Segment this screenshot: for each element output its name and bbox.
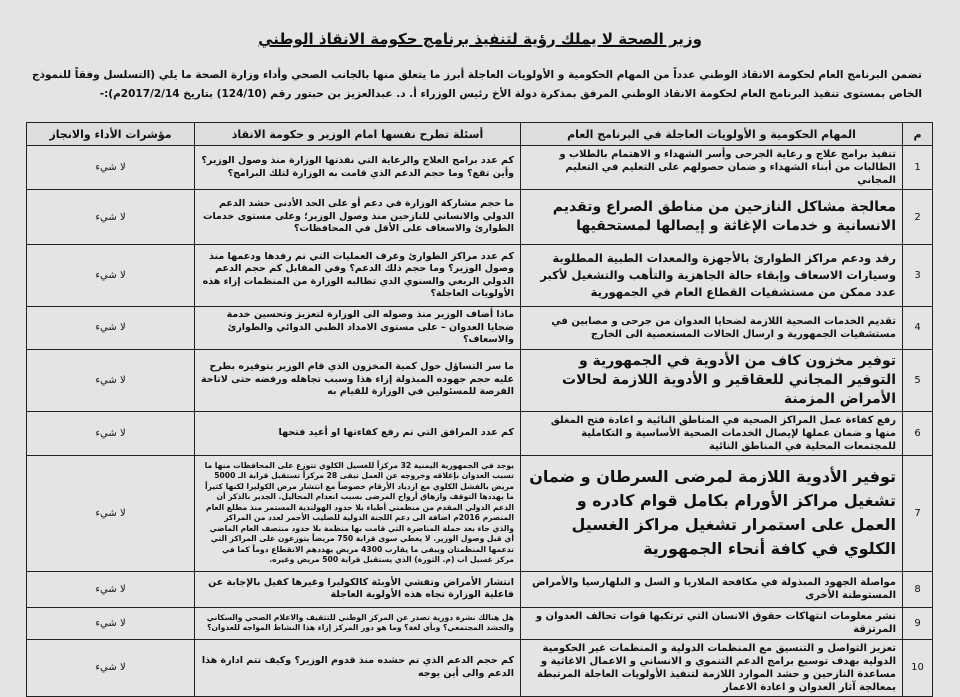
question-cell: ماذا أضاف الوزير منذ وصوله الى الوزارة لتعزيز وتحسين خدمة ضحايا العدوان – على مستوى الامداد الطبي الدوائي والطوارئ والاسعاف؟	[195, 307, 521, 350]
task-cell: نشر معلومات انتهاكات حقوق الانسان التي ترتكبها قوات تحالف العدوان و المرتزقة	[521, 607, 903, 639]
document-title	[0, 30, 960, 48]
row-number: 3	[903, 245, 933, 307]
indicator-cell: لا شيء	[27, 190, 195, 245]
task-cell: رفد ودعم مراكز الطوارئ بالأجهزة والمعدات الطبية المطلوبة وسيارات الاسعاف وإبقاء حالة الجاهزية والتأهب والتشغيل لأكبر عدد ممكن من مستشفيات القطاع العام في الجمهورية	[521, 245, 903, 307]
row-number: 10	[903, 639, 933, 696]
task-cell: تنفيذ برامج علاج و رعاية الجرحى وأسر الشهداء و الاهتمام بالطلاب و الطالبات من أبناء الشهداء و ضمان حصولهم على التعليم في التعليم المجاني	[521, 146, 903, 190]
question-cell: كم عدد برامج العلاج والرعاية التي نفذتها الوزارة منذ وصول الوزير؟ وأين تقع؟ وما حجم الدعم الذي قامت به الوزارة لتلك البرامج؟	[195, 146, 521, 190]
table-row	[27, 455, 933, 571]
indicator-cell: لا شيء	[27, 411, 195, 455]
table-row	[27, 146, 933, 190]
row-number: 8	[903, 571, 933, 607]
task-cell: تعزيز التواصل و التنسيق مع المنظمات الدولية و المنظمات غير الحكومية الدولية بهدف توسيع برامج الدعم التنموي و الانساني و الاعمال الاغاثية و مساعدة النازحين و حشد الموارد اللازمة لتنفيذ الأولويات العاجلة المرتبطة بمعالجة آثار العدوان و اعادة الاعمار	[521, 639, 903, 696]
row-number: 1	[903, 146, 933, 190]
task-cell: توفير مخزون كاف من الأدوية في الجمهورية و التوفير المجاني للعقاقير و الأدوية اللازمة لحالات الأمراض المزمنة	[521, 349, 903, 411]
header-questions: أسئلة تطرح نفسها امام الوزير و حكومة الانقاذ	[195, 123, 521, 146]
header-num: م	[903, 123, 933, 146]
task-cell: معالجة مشاكل النازحين من مناطق الصراع وتقديم الانسانية و خدمات الإغاثة و إيصالها لمستحقيها	[521, 190, 903, 245]
table-row	[27, 411, 933, 455]
table-row	[27, 571, 933, 607]
indicator-cell: لا شيء	[27, 245, 195, 307]
task-cell: تقديم الخدمات الصحية اللازمة لضحايا العدوان من جرحى و مصابين في مستشفيات الجمهورية و ارسال الحالات المستعصية الى الخارج	[521, 307, 903, 350]
document-title-text: وزير الصحة لا يملك رؤية لتنفيذ برنامج حكومة الانقاذ الوطني	[258, 30, 702, 48]
table-row	[27, 639, 933, 696]
table-row	[27, 349, 933, 411]
question-cell: انتشار الأمراض وتفشي الأوبئة كالكوليرا وغيرها كفيل بالإجابة عن فاعلية الوزارة تجاه هذه الأولوية العاجلة	[195, 571, 521, 607]
question-cell: ما حجم مشاركة الوزارة في دعم أو على الحد الأدنى حشد الدعم الدولي والانساني للنازحين منذ وصول الوزير؛ وعلى مستوى خدمات الطوارئ والاسعاف على الأقل في المحافظات؟	[195, 190, 521, 245]
task-cell: رفع كفاءة عمل المراكز الصحية في المناطق النائية و اعادة فتح المغلق منها و ضمان عملها لإيصال الخدمات الصحية الأساسية و التكاملية للمجتمعات المحلية في المناطق النائية	[521, 411, 903, 455]
header-indicators: مؤشرات الأداء والانجاز	[27, 123, 195, 146]
indicator-cell: لا شيء	[27, 349, 195, 411]
question-cell: ما سر التساؤل حول كمية المخزون الذي قام الوزير بتوفيره بطرح عليه حجم جهوده المبذولة إزاء هذا وسبب تجاهله ورفضه حتى لاتاحة الفرصة للمسئولين في الوزارة للقيام به	[195, 349, 521, 411]
indicator-cell: لا شيء	[27, 639, 195, 696]
indicator-cell: لا شيء	[27, 571, 195, 607]
indicator-cell: لا شيء	[27, 307, 195, 350]
table-row	[27, 607, 933, 639]
row-number: 5	[903, 349, 933, 411]
table-header-row	[27, 123, 933, 146]
row-number: 2	[903, 190, 933, 245]
row-number: 7	[903, 455, 933, 571]
task-cell: توفير الأدوية اللازمة لمرضى السرطان و ضمان تشغيل مراكز الأورام بكامل قوام كادره و العمل على استمرار تشغيل مراكز الغسيل الكلوي في كافة أنحاء الجمهورية	[521, 455, 903, 571]
question-cell: كم عدد مراكز الطوارئ وغرف العمليات التي تم رفدها ودعمها منذ وصول الوزير؟ وما حجم ذلك الدعم؟ وفي المقابل كم حجم الدعم الدولي الربعي والسنوي الذي تطالبه الوزارة من المنظمات إزاء هذه الأولويات العاجلة؟	[195, 245, 521, 307]
question-cell: كم عدد المرافق التي تم رفع كفاءتها او أعيد فتحها	[195, 411, 521, 455]
row-number: 6	[903, 411, 933, 455]
table-row	[27, 245, 933, 307]
document-intro: تضمن البرنامج العام لحكومة الانقاذ الوطني عدداً من المهام الحكومية و الأولويات العاجلة أبرز ما يتعلق منها بالجانب الصحي وأداء وزارة الصحة ما يلي (التسلسل وفقاً للنموذج الخاص بمستوى تنفيذ البرنامج العام لحكومة الانقاذ الوطني المرفق بمذكرة دولة الأخ رئيس الوزراء أ. د. عبدالعزيز بن حبتور رقم (124/10) بتاريخ 2017/2/14م):-	[32, 69, 922, 100]
task-cell: مواصلة الجهود المبذولة في مكافحة الملاريا و السل و البلهارسيا والأمراض المستوطنة الأخرى	[521, 571, 903, 607]
indicator-cell: لا شيء	[27, 146, 195, 190]
program-table	[26, 122, 933, 697]
row-number: 9	[903, 607, 933, 639]
question-cell: هل هنالك نشرة دورية تصدر عن المركز الوطني للتثقيف والاعلام الصحي والسكاني والحشد المجتمعي؟ وبأي لغة؟ وما هو دور المركز إزاء هذا النشاط المواجه للعدوان؟	[195, 607, 521, 639]
indicator-cell: لا شيء	[27, 455, 195, 571]
indicator-cell: لا شيء	[27, 607, 195, 639]
question-cell: كم حجم الدعم الذي تم حشده منذ قدوم الوزير؟ وكيف تتم ادارة هذا الدعم والى أين يوجه	[195, 639, 521, 696]
table-row	[27, 190, 933, 245]
table-row	[27, 307, 933, 350]
header-tasks: المهام الحكومية و الأولويات العاجلة في البرنامج العام	[521, 123, 903, 146]
row-number: 4	[903, 307, 933, 350]
question-cell: يوجد في الجمهورية اليمنية 32 مركزاً للغسيل الكلوي تتوزع على المحافظات منها ما تسبب العدوان بإغلاقه وخروجه عن العمل تبقى 28 مركزاً تستقبل قرابة الـ 5000 مريض بالفشل الكلوي مع ازدياد الأرقام خصوصاً مع انتشار مرض الكوليرا لكنها كثيراً ما يهددها التوقف وازهاق أرواح المرضى بسبب انعدام المحاليل. الجدير بالذكر أن الدعم الدولي المقدم من منظمتي أطباء بلا حدود الهولندية المستمر منذ مطلع العام المنصرم 2016م اضافة الى دعم اللجنة الدولية للصليب الأحمر لعدد من المراكز والذي جاء بعد حملة المناصرة التي قامت بها منظمة بلا حدود منتصف العام الماضي أي قبل وصول الوزير. لا يغطي سوى قرابة 750 مريضاً يتوزعون على المراكز التي تدعمها المنظمتان ويبقى ما يقارب 4300 مريض يهددهم الانقطاع دوماً كما في مركز غسيل اب (م. الثورة) الذي يستقبل قرابة 500 مريض وغيره.	[195, 455, 521, 571]
